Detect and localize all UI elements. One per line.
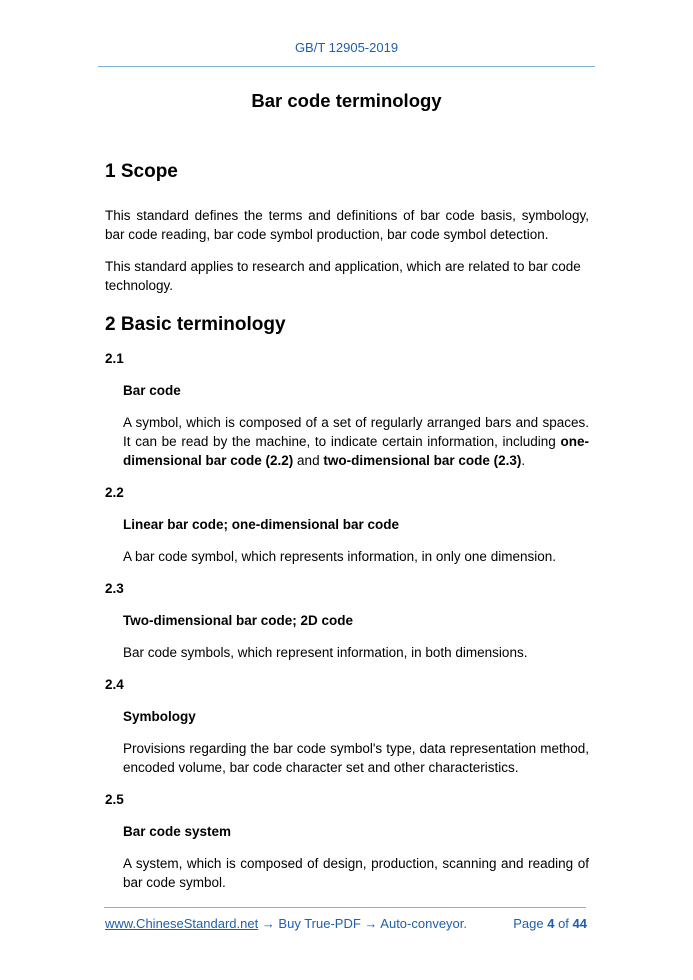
document-body bbox=[105, 160, 589, 892]
footer-divider bbox=[104, 907, 586, 908]
term-definition: A bar code symbol, which represents information, in only one dimension. bbox=[123, 549, 556, 564]
current-page-number: 4 bbox=[547, 916, 555, 931]
footer-tagline: → Buy True-PDF → Auto-conveyor. bbox=[258, 916, 468, 931]
clause-number: 2.5 bbox=[105, 792, 124, 807]
term-title: Bar code system bbox=[123, 824, 232, 839]
header-standard-code: GB/T 12905-2019 bbox=[294, 40, 399, 55]
scope-paragraph-2: This standard applies to research and application, which are related to bar code technology. bbox=[105, 259, 581, 293]
clause-number: 2.4 bbox=[105, 677, 124, 692]
scope-paragraph-1: This standard defines the terms and definitions of bar code basis, symbology, bar code reading, bar code symbol production, bar code symbol detection. bbox=[105, 208, 589, 242]
term-definition: A system, which is composed of design, production, scanning and reading of bar code symbol. bbox=[123, 856, 589, 890]
term-definition bbox=[123, 413, 589, 470]
page-indicator bbox=[513, 916, 587, 931]
clause-number: 2.2 bbox=[105, 485, 124, 500]
definition-text: A symbol, which is composed of a set of regularly arranged bars and spaces. It can be read by the machine, to indicate certain information, including bbox=[123, 415, 589, 449]
cross-reference: two-dimensional bar code (2.3) bbox=[323, 453, 522, 468]
clause-number: 2.3 bbox=[105, 581, 124, 596]
cross-reference: one-dimensional bar code (2.2) bbox=[123, 434, 589, 468]
term-title: Bar code bbox=[123, 383, 181, 398]
term-title: Linear bar code; one-dimensional bar code bbox=[123, 517, 400, 532]
of-label: of bbox=[558, 916, 569, 931]
total-page-count: 44 bbox=[572, 916, 587, 931]
header-divider bbox=[98, 66, 595, 67]
page-footer bbox=[105, 916, 589, 931]
footer-website-link[interactable]: www.ChineseStandard.net bbox=[105, 916, 259, 931]
term-definition: Bar code symbols, which represent information, in both dimensions. bbox=[123, 645, 528, 660]
definition-text: . bbox=[521, 453, 526, 468]
clause-number: 2.1 bbox=[105, 351, 124, 366]
term-title: Two-dimensional bar code; 2D code bbox=[123, 613, 354, 628]
page-label: Page bbox=[513, 916, 544, 931]
term-definition: Provisions regarding the bar code symbol's type, data representation method, encoded volume, bar code character set and other characteristics. bbox=[123, 741, 589, 775]
document-title: Bar code terminology bbox=[251, 90, 442, 111]
term-title: Symbology bbox=[123, 709, 196, 724]
section-heading-basic-terminology: 2 Basic terminology bbox=[105, 314, 286, 335]
definition-text: and bbox=[293, 453, 324, 468]
section-heading-scope: 1 Scope bbox=[105, 161, 178, 182]
